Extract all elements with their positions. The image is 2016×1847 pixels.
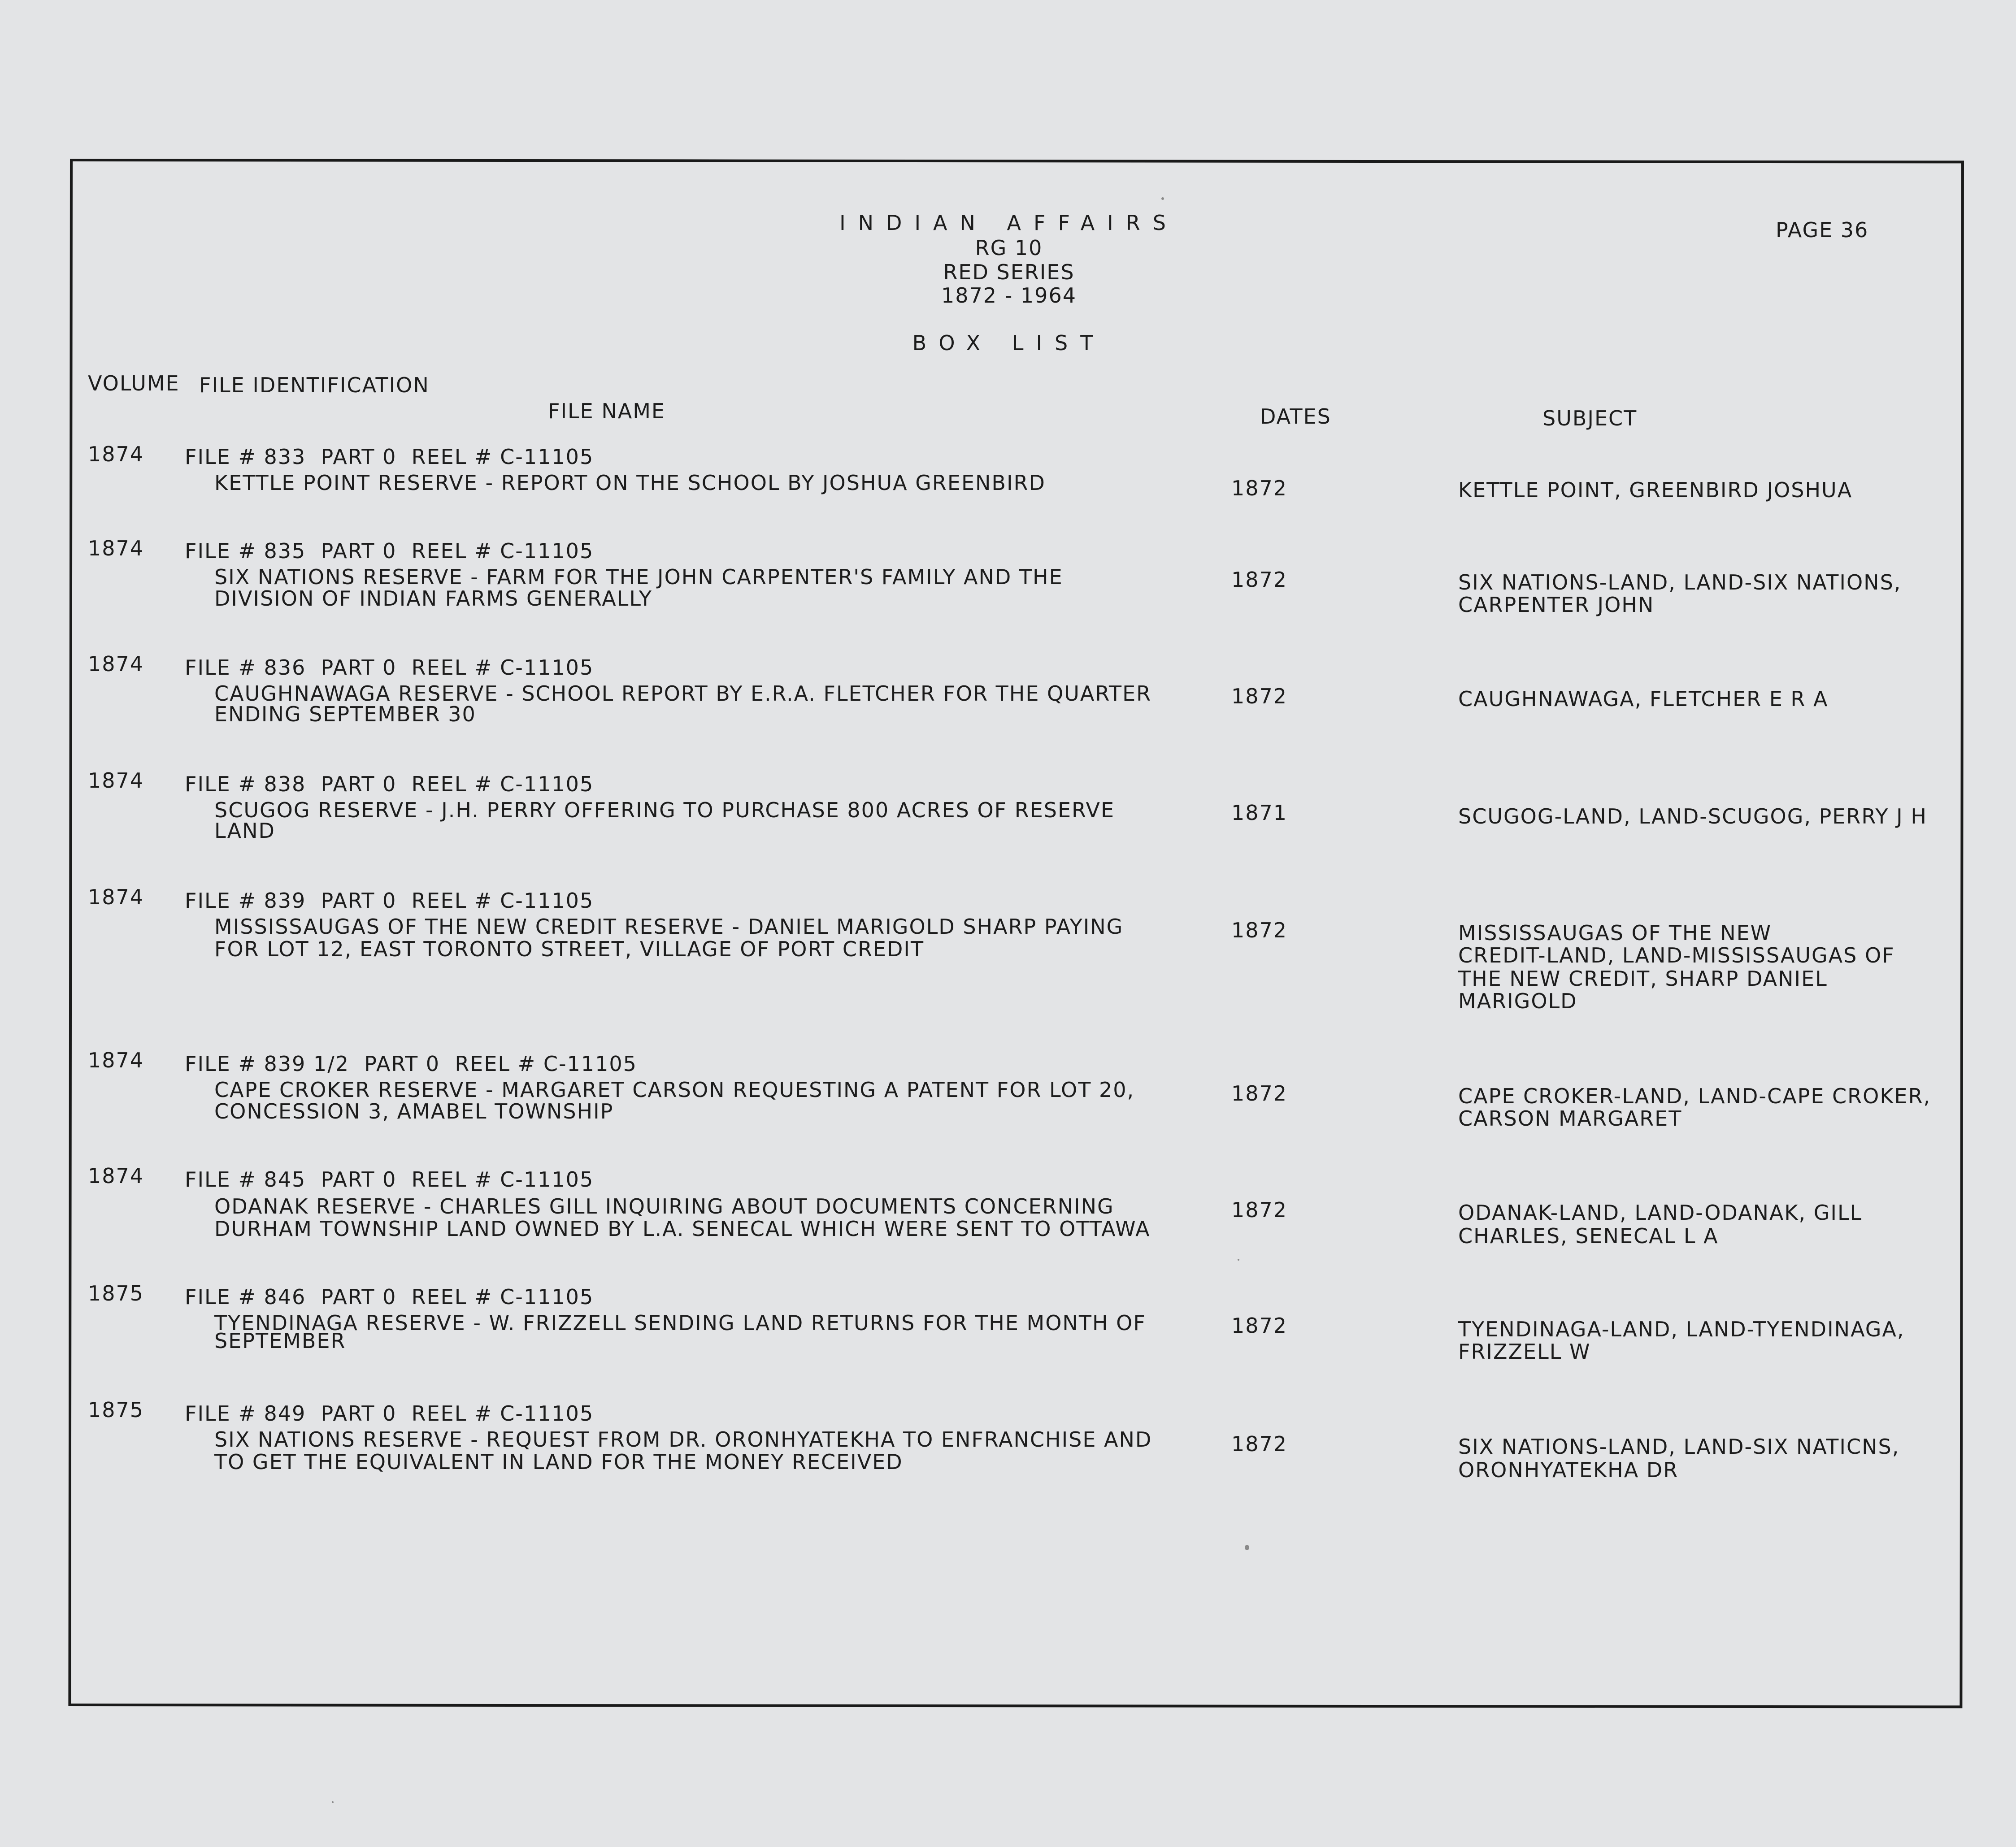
entry-volume: 1875 xyxy=(88,1281,144,1305)
entry-subject: CHARLES, SENECAL L A xyxy=(1458,1224,1719,1248)
entry-volume: 1874 xyxy=(88,885,144,909)
entry-volume: 1874 xyxy=(88,1048,144,1072)
entry-file-line: FILE # 845 PART 0 REEL # C-11105 xyxy=(185,1167,594,1192)
entry-date: 1872 xyxy=(1231,476,1288,500)
date-range: 1872 - 1964 xyxy=(941,283,1077,308)
entry-file-name: SEPTEMBER xyxy=(214,1329,346,1353)
entry-date: 1872 xyxy=(1231,684,1288,708)
entry-subject: MISSISSAUGAS OF THE NEW xyxy=(1458,921,1772,945)
entry-subject: CARSON MARGARET xyxy=(1458,1106,1682,1131)
entry-file-line: FILE # 835 PART 0 REEL # C-11105 xyxy=(185,539,594,563)
entry-subject: KETTLE POINT, GREENBIRD JOSHUA xyxy=(1458,478,1853,502)
entry-file-name: DIVISION OF INDIAN FARMS GENERALLY xyxy=(214,586,652,611)
entry-volume: 1874 xyxy=(88,1164,144,1188)
entry-date: 1872 xyxy=(1231,1081,1288,1106)
entry-file-name: KETTLE POINT RESERVE - REPORT ON THE SCHOOL BY JOSHUA GREENBIRD xyxy=(214,471,1046,495)
entry-subject: CAUGHNAWAGA, FLETCHER E R A xyxy=(1458,687,1829,711)
entry-subject: FRIZZELL W xyxy=(1458,1340,1591,1364)
record-group: RG 10 xyxy=(975,236,1043,260)
entry-date: 1872 xyxy=(1231,918,1288,942)
entry-volume: 1874 xyxy=(88,768,144,793)
page-number: PAGE 36 xyxy=(1776,218,1869,242)
scan-speck xyxy=(1161,197,1164,200)
scan-speck xyxy=(1245,1545,1249,1550)
entry-file-name: SIX NATIONS RESERVE - REQUEST FROM DR. ORONHYATEKHA TO ENFRANCHISE AND xyxy=(214,1427,1152,1452)
entry-file-name: CAPE CROKER RESERVE - MARGARET CARSON REQUESTING A PATENT FOR LOT 20, xyxy=(214,1078,1135,1102)
entry-subject: ODANAK-LAND, LAND-ODANAK, GILL xyxy=(1458,1201,1863,1225)
entry-file-name: LAND xyxy=(214,819,275,843)
list-type: BOX LIST xyxy=(912,331,1106,355)
entry-file-name: TO GET THE EQUIVALENT IN LAND FOR THE MONEY RECEIVED xyxy=(214,1450,903,1474)
entry-volume: 1874 xyxy=(88,652,144,676)
entry-file-name: ODANAK RESERVE - CHARLES GILL INQUIRING ABOUT DOCUMENTS CONCERNING xyxy=(214,1194,1114,1218)
entry-subject: SCUGOG-LAND, LAND-SCUGOG, PERRY J H xyxy=(1458,804,1927,828)
entry-file-line: FILE # 849 PART 0 REEL # C-11105 xyxy=(185,1401,594,1426)
column-volume: VOLUME xyxy=(88,371,180,395)
entry-file-line: FILE # 836 PART 0 REEL # C-11105 xyxy=(185,655,594,680)
entry-date: 1871 xyxy=(1231,801,1288,825)
entry-date: 1872 xyxy=(1231,1198,1288,1222)
entry-subject: ORONHYATEKHA DR xyxy=(1458,1458,1679,1482)
entry-file-line: FILE # 846 PART 0 REEL # C-11105 xyxy=(185,1285,594,1309)
entry-file-name: SIX NATIONS RESERVE - FARM FOR THE JOHN CARPENTER'S FAMILY AND THE xyxy=(214,565,1063,589)
entry-subject: CAPE CROKER-LAND, LAND-CAPE CROKER, xyxy=(1458,1084,1931,1108)
entry-file-name: CAUGHNAWAGA RESERVE - SCHOOL REPORT BY E.R.A. FLETCHER FOR THE QUARTER xyxy=(214,681,1152,706)
entry-file-line: FILE # 838 PART 0 REEL # C-11105 xyxy=(185,772,594,796)
entry-subject: MARIGOLD xyxy=(1458,989,1577,1013)
entry-date: 1872 xyxy=(1231,1314,1288,1338)
entry-subject: SIX NATIONS-LAND, LAND-SIX NATIONS, xyxy=(1458,570,1902,594)
entry-volume: 1874 xyxy=(88,442,144,466)
column-subject: SUBJECT xyxy=(1542,406,1638,430)
entry-date: 1872 xyxy=(1231,1432,1288,1456)
entry-file-line: FILE # 839 PART 0 REEL # C-11105 xyxy=(185,889,594,913)
entry-subject: CARPENTER JOHN xyxy=(1458,593,1655,617)
scan-speck xyxy=(1238,1259,1239,1261)
entry-subject: CREDIT-LAND, LAND-MISSISSAUGAS OF xyxy=(1458,943,1895,967)
column-file-name: FILE NAME xyxy=(548,399,665,423)
entry-subject: SIX NATIONS-LAND, LAND-SIX NATICNS, xyxy=(1458,1435,1900,1459)
entry-file-name: TYENDINAGA RESERVE - W. FRIZZELL SENDING LAND RETURNS FOR THE MONTH OF xyxy=(214,1311,1146,1335)
entry-file-name: SCUGOG RESERVE - J.H. PERRY OFFERING TO PURCHASE 800 ACRES OF RESERVE xyxy=(214,798,1115,822)
entry-subject: TYENDINAGA-LAND, LAND-TYENDINAGA, xyxy=(1458,1317,1905,1341)
entry-subject: THE NEW CREDIT, SHARP DANIEL xyxy=(1458,967,1828,991)
scan-speck xyxy=(332,1801,334,1803)
document-title: INDIAN AFFAIRS xyxy=(839,211,1178,235)
series-name: RED SERIES xyxy=(943,260,1075,284)
entry-volume: 1875 xyxy=(88,1398,144,1422)
entry-date: 1872 xyxy=(1231,568,1288,592)
column-dates: DATES xyxy=(1260,404,1331,429)
entry-file-name: CONCESSION 3, AMABEL TOWNSHIP xyxy=(214,1099,614,1123)
entry-file-name: FOR LOT 12, EAST TORONTO STREET, VILLAGE OF PORT CREDIT xyxy=(214,937,925,961)
entry-file-name: MISSISSAUGAS OF THE NEW CREDIT RESERVE - DANIEL MARIGOLD SHARP PAYING xyxy=(214,915,1124,939)
entry-volume: 1874 xyxy=(88,536,144,560)
entry-file-name: DURHAM TOWNSHIP LAND OWNED BY L.A. SENECAL WHICH WERE SENT TO OTTAWA xyxy=(214,1217,1151,1241)
entry-file-line: FILE # 833 PART 0 REEL # C-11105 xyxy=(185,445,594,469)
column-file-identification: FILE IDENTIFICATION xyxy=(199,373,430,397)
entry-file-line: FILE # 839 1/2 PART 0 REEL # C-11105 xyxy=(185,1052,637,1076)
entry-file-name: ENDING SEPTEMBER 30 xyxy=(214,702,476,726)
